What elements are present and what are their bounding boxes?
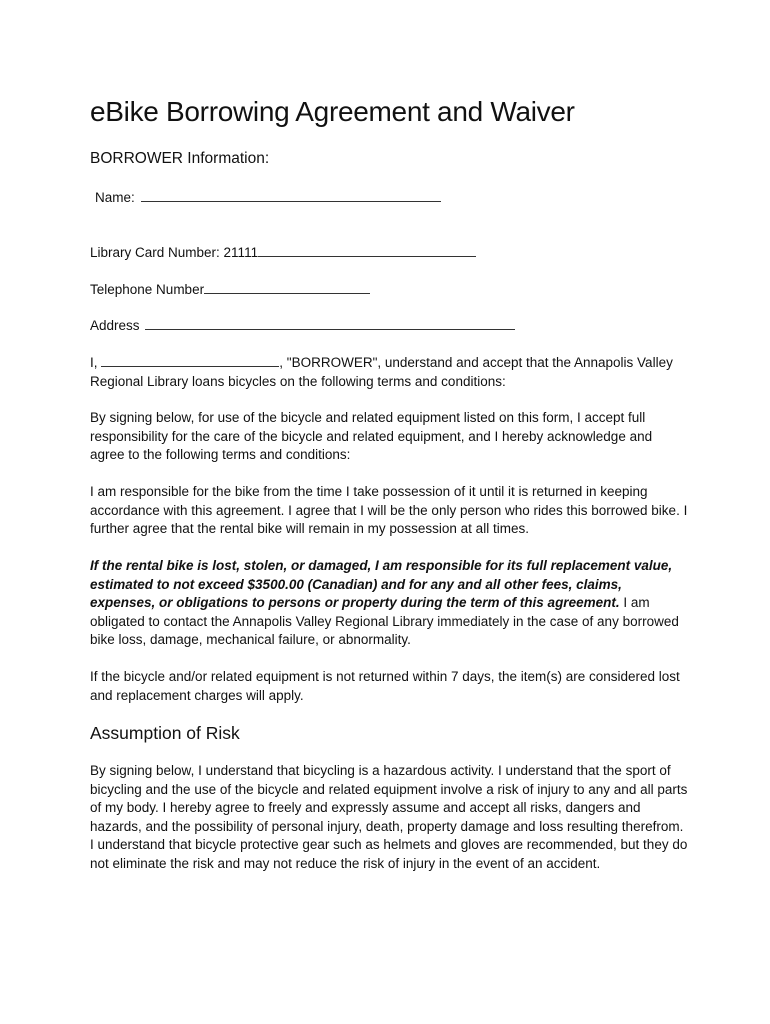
risk-paragraph: By signing below, I understand that bicycling is a hazardous activity. I understand that the sport of bicycling and the use of the bicycle and related equipment involve a risk of injury to any and all parts of my body. I hereby agree to freely and expressly assume and accept all risks, dangers and hazards, and the possibility of personal injury, death, property damage and loss resulting therefrom. I understand that bicycle protective gear such as helmets and gloves are recommended, but they do not eliminate the risk and may not reduce the risk of injury in the event of an accident. <box>90 763 688 871</box>
intro-paragraph <box>90 353 690 391</box>
address-blank[interactable] <box>145 316 515 330</box>
borrower-name-blank[interactable] <box>101 353 279 367</box>
name-label: Name: <box>95 190 135 205</box>
telephone-blank[interactable] <box>204 280 370 294</box>
lost-bike-paragraph <box>90 557 690 650</box>
library-card-blank[interactable] <box>258 243 476 257</box>
lost-bike-rest: I am obligated to contact the Annapolis Valley Regional Library immediately in the case of any borrowed bike loss, damage, mechanical failure, or abnormality. <box>90 595 679 647</box>
borrower-heading: BORROWER Information: <box>90 150 270 167</box>
lost-bike-emphasis: If the rental bike is lost, stolen, or damaged, I am responsible for its full replacement value, estimated to not exceed $3500.00 (Canadian) and for any and all other fees, claims, expenses, or obligations to persons or property during the term of this agreement. <box>90 558 673 610</box>
risk-heading: Assumption of Risk <box>90 723 240 743</box>
name-field <box>95 188 441 207</box>
address-field <box>90 316 515 335</box>
intro-prefix: I, <box>90 355 98 370</box>
responsibility-paragraph: I am responsible for the bike from the time I take possession of it until it is returned in keeping accordance with this agreement. I agree that I will be the only person who rides this borrowed bike. I further agree that the rental bike will remain in my possession at all times. <box>90 484 688 536</box>
signing-paragraph: By signing below, for use of the bicycle and related equipment listed on this form, I accept full responsibility for the care of the bicycle and related equipment, and I hereby acknowledge and agree to the following terms and conditions: <box>90 410 653 462</box>
telephone-field <box>90 280 370 299</box>
library-card-label: Library Card Number: 21111 <box>90 245 259 260</box>
document-title: eBike Borrowing Agreement and Waiver <box>90 96 575 127</box>
return-paragraph: If the bicycle and/or related equipment is not returned within 7 days, the item(s) are considered lost and replacement charges will apply. <box>90 669 680 703</box>
library-card-field <box>90 243 476 262</box>
intro-suffix: , "BORROWER", understand and accept that the Annapolis Valley Regional Library loans bicycles on the following terms and conditions: <box>90 355 673 389</box>
name-blank[interactable] <box>141 188 441 202</box>
address-label: Address <box>90 318 140 333</box>
telephone-label: Telephone Number <box>90 282 205 297</box>
